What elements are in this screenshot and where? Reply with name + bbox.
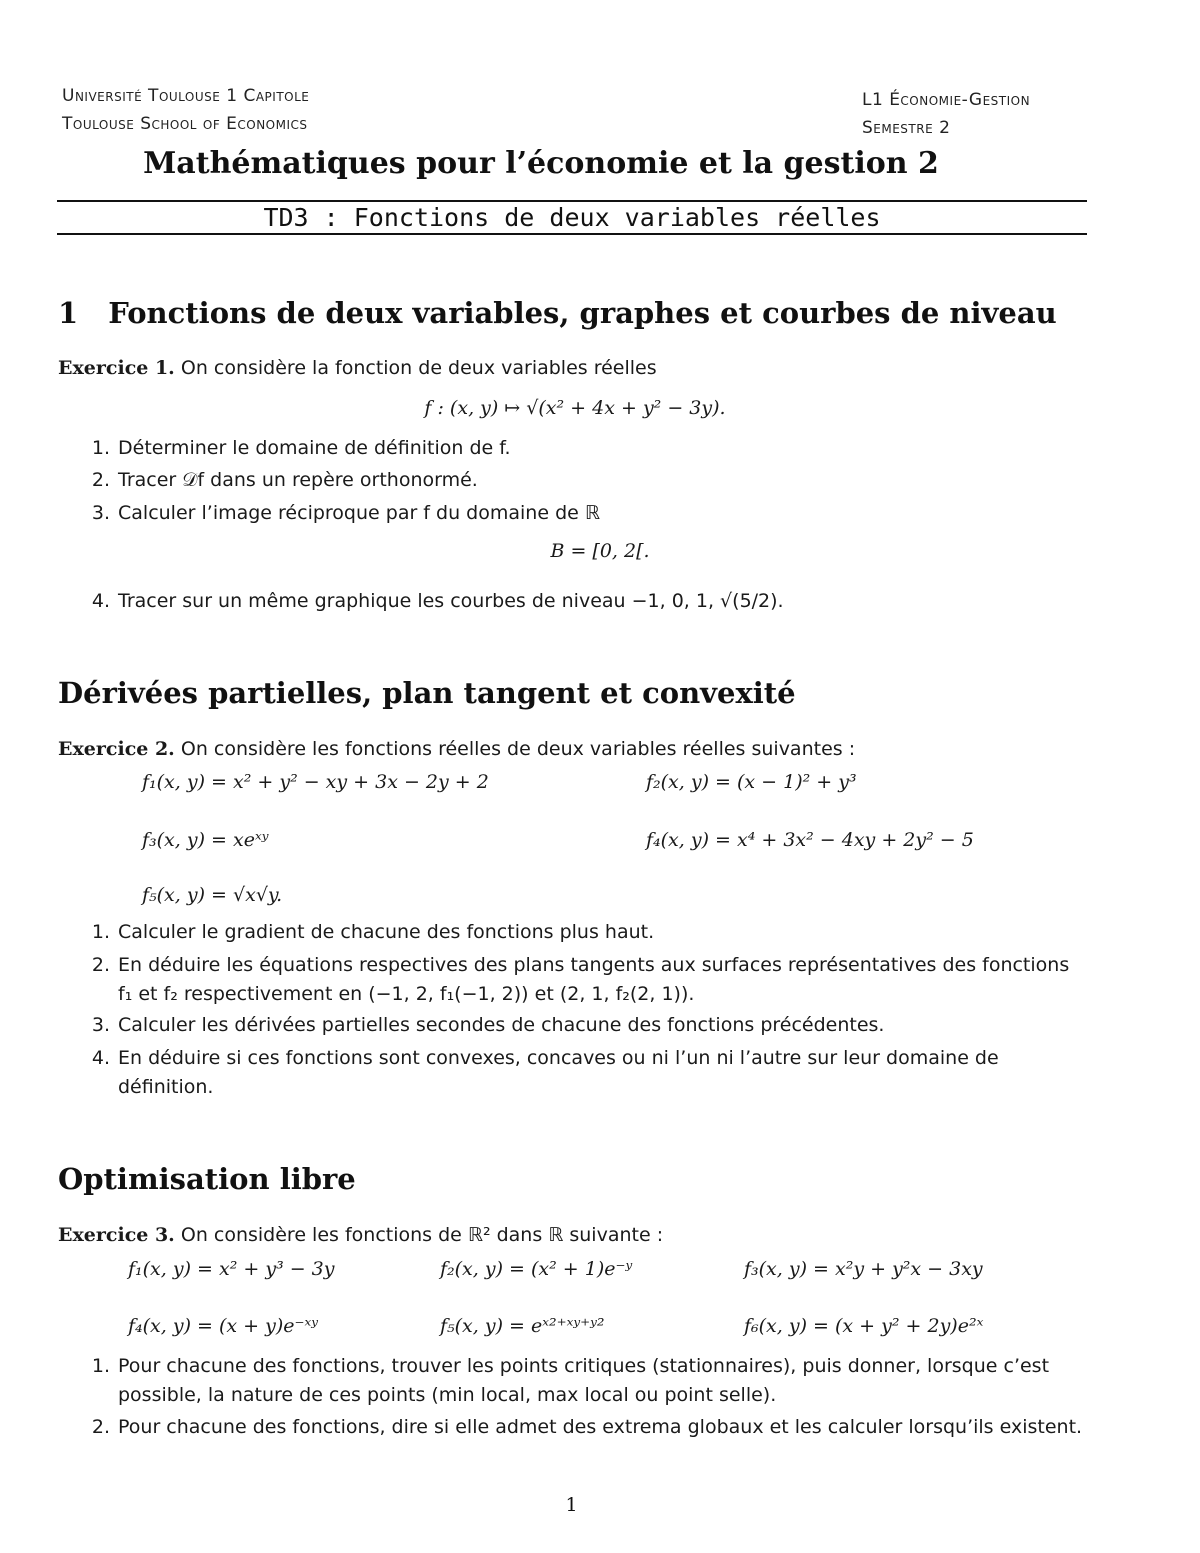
exercise-3-function: f₅(x, y) = eˣ²⁺ˣʸ⁺ʸ² [440, 1315, 605, 1337]
exercise-3-function: f₂(x, y) = (x² + 1)e⁻ʸ [440, 1258, 633, 1280]
section-1-title: Fonctions de deux variables, graphes et courbes de niveau [108, 296, 1057, 330]
program-name: L1 Économie-Gestion [862, 90, 1031, 110]
domain-formula: B = [0, 2[. [550, 540, 650, 562]
exercise-3-item: 1. Pour chacune des fonctions, trouver les points critiques (stationnaires), puis donner, lorsque c’est [91, 1355, 1050, 1377]
exercise-1-text: On considère la fonction de deux variables réelles [180, 357, 657, 379]
exercise-2-item: 2. En déduire les équations respectives des plans tangents aux surfaces représentatives des fonctions [91, 954, 1070, 976]
section-1-number: 1 [58, 296, 79, 330]
td-subtitle: TD3 : Fonctions de deux variables réelles [263, 203, 881, 232]
section-2-heading: Dérivées partielles, plan tangent et convexité [58, 676, 796, 710]
exercise-3-function: f₆(x, y) = (x + y² + 2y)e²ˣ [744, 1315, 984, 1337]
exercise-1-formula: f : (x, y) ↦ √(x² + 4x + y² − 3y). [424, 397, 726, 419]
exercise-2-function: f₁(x, y) = x² + y² − xy + 3x − 2y + 2 [142, 771, 489, 793]
exercise-2-label: Exercice 2. [58, 738, 175, 760]
exercise-3-function: f₄(x, y) = (x + y)e⁻ˣʸ [128, 1315, 319, 1337]
exercise-1-item: 4. Tracer sur un même graphique les courbes de niveau −1, 0, 1, √(5/2). [91, 590, 784, 612]
exercise-3-function: f₃(x, y) = x²y + y²x − 3xy [744, 1258, 983, 1280]
exercise-1-intro [58, 357, 657, 379]
semester: Semestre 2 [862, 118, 951, 138]
exercise-2-function: f₅(x, y) = √x√y. [142, 884, 283, 906]
exercise-1-item: 1. Déterminer le domaine de définition de f. [91, 437, 511, 459]
exercise-3-intro [58, 1224, 663, 1246]
exercise-3-label: Exercice 3. [58, 1224, 175, 1246]
exercise-2-function: f₃(x, y) = xeˣʸ [142, 829, 269, 851]
exercise-3-item-continuation: possible, la nature de ces points (min local, max local ou point selle). [118, 1384, 777, 1406]
exercise-2-function: f₄(x, y) = x⁴ + 3x² − 4xy + 2y² − 5 [646, 829, 974, 851]
exercise-2-item: 4. En déduire si ces fonctions sont convexes, concaves ou ni l’un ni l’autre sur leur domaine de [91, 1047, 999, 1069]
exercise-2-item: 3. Calculer les dérivées partielles secondes de chacune des fonctions précédentes. [91, 1014, 885, 1036]
exercise-2-item-continuation: définition. [118, 1076, 214, 1098]
exercise-1-item: 3. Calculer l’image réciproque par f du domaine de ℝ [91, 502, 600, 524]
page-number: 1 [565, 1494, 578, 1516]
university-name: Université Toulouse 1 Capitole [62, 86, 310, 106]
school-name: Toulouse School of Economics [62, 114, 308, 134]
exercise-2-item: 1. Calculer le gradient de chacune des fonctions plus haut. [91, 921, 655, 943]
exercise-3-item: 2. Pour chacune des fonctions, dire si elle admet des extrema globaux et les calculer lorsqu’ils existent. [91, 1416, 1083, 1438]
exercise-2-function: f₂(x, y) = (x − 1)² + y³ [646, 771, 857, 793]
exercise-2-intro [58, 738, 855, 760]
page-title: Mathématiques pour l’économie et la gestion 2 [143, 146, 939, 181]
exercise-2-item-continuation: f₁ et f₂ respectivement en (−1, 2, f₁(−1, 2)) et (2, 1, f₂(2, 1)). [118, 983, 695, 1005]
title-rule-bottom [57, 233, 1087, 235]
exercise-3-function: f₁(x, y) = x² + y³ − 3y [128, 1258, 335, 1280]
exercise-3-text: On considère les fonctions de ℝ² dans ℝ suivante : [180, 1224, 664, 1246]
title-rule-top [57, 200, 1087, 202]
exercise-1-item: 2. Tracer 𝒟f dans un repère orthonormé. [91, 469, 478, 491]
exercise-1-label: Exercice 1. [58, 357, 175, 379]
section-1-heading [58, 296, 1057, 330]
section-3-heading: Optimisation libre [58, 1162, 356, 1196]
exercise-2-text: On considère les fonctions réelles de deux variables réelles suivantes : [180, 738, 856, 760]
